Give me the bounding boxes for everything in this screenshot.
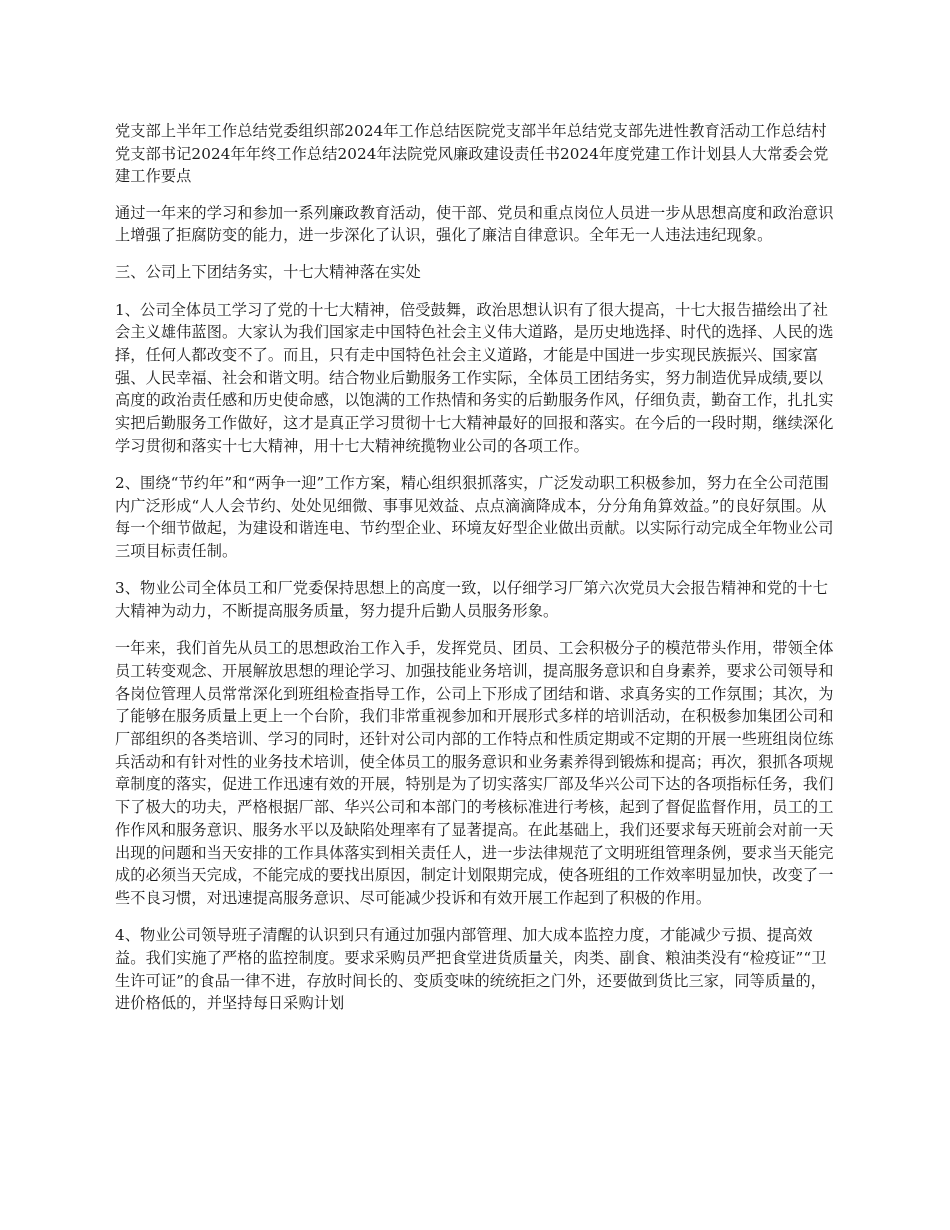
paragraph-4: 3、物业公司全体员工和厂党委保持思想上的高度一致，以仔细学习厂第六次党员大会报告精神和党的十七大精神为动力，不断提高服务质量，努力提升后勤人员服务形象。 [115,579,828,621]
document-title: 党支部上半年工作总结党委组织部2024年工作总结医院党支部半年总结党支部先进性教育活动工作总结村党支部书记2024年年终工作总结2024年法院党风廉政建设责任书2024年度党建工作计划县人大常委会党建工作要点 [115,122,829,185]
document-page [115,120,837,1030]
paragraph-1: 通过一年来的学习和参加一系列廉政教育活动，使干部、党员和重点岗位人员进一步从思想高度和政治意识上增强了拒腐防变的能力，进一步深化了认识，强化了廉洁自律意识。全年无一人违法违纪现象。 [115,203,834,245]
paragraph-2: 1、公司全体员工学习了党的十七大精神，倍受鼓舞，政治思想认识有了很大提高，十七大报告描绘出了社会主义雄伟蓝图。大家认为我们国家走中国特色社会主义伟大道路，是历史地选择、时代的选择、人民的选择，任何人都改变不了。而且，只有走中国特色社会主义道路，才能是中国进一步实现民族振兴、国家富强、人民幸福、社会和谐文明。结合物业后勤服务工作实际，全体员工团结务实，努力制造优异成绩,要以高度的政治责任感和历史使命感，以饱满的工作热情和务实的后勤服务作风，仔细负责，勤奋工作，扎扎实实把后勤服务工作做好，这才是真正学习贯彻十七大精神最好的回报和落实。在今后的一段时期，继续深化学习贯彻和落实十七大精神，用十七大精神统揽物业公司的各项工作。 [115,300,834,455]
paragraph-3: 2、围绕“节约年”和“两争一迎”工作方案，精心组织狠抓落实，广泛发动职工积极参加，努力在全公司范围内广泛形成“人人会节约、处处见细微、事事见效益、点点滴滴降成本，分分角角算效益。”的良好氛围。从每一个细节做起，为建设和谐连电、节约型企业、环境友好型企业做出贡献。以实际行动完成全年物业公司三项目标责任制。 [115,474,834,561]
paragraph-5: 一年来，我们首先从员工的思想政治工作入手，发挥党员、团员、工会积极分子的模范带头作用，带领全体员工转变观念、开展解放思想的理论学习、加强技能业务培训，提高服务意识和自身素养，要求公司领导和各岗位管理人员常常深化到班组检查指导工作，公司上下形成了团结和谐、求真务实的工作氛围；其次，为了能够在服务质量上更上一个台阶，我们非常重视参加和开展形式多样的培训活动，在积极参加集团公司和厂部组织的各类培训、学习的同时，还针对公司内部的工作特点和性质定期或不定期的开展一些班组岗位练兵活动和有针对性的业务技术培训，使全体员工的服务意识和业务素养得到锻炼和提高；再次，狠抓各项规章制度的落实，促进工作迅速有效的开展，特别是为了切实落实厂部及华兴公司下达的各项指标任务，我们下了极大的功夫，严格根据厂部、华兴公司和本部门的考核标准进行考核，起到了督促监督作用，员工的工作作风和服务意识、服务水平以及缺陷处理率有了显著提高。在此基础上，我们还要求每天班前会对前一天出现的问题和当天安排的工作具体落实到相关责任人，进一步法律规范了文明班组管理条例，要求当天能完成的必须当天完成，不能完成的要找出原因，制定计划限期完成，使各班组的工作效率明显加快，改变了一些不良习惯，对迅速提高服务意识、尽可能减少投诉和有效开展工作起到了积极的作用。 [115,639,834,907]
section-heading: 三、公司上下团结务实，十七大精神落在实处 [115,263,421,282]
paragraph-6: 4、物业公司领导班子清醒的认识到只有通过加强内部管理、加大成本监控力度，才能减少亏损、提高效益。我们实施了严格的监控制度。要求采购员严把食堂进货质量关，肉类、副食、粮油类没有“检疫证”“卫生许可证”的食品一律不进，存放时间长的、变质变味的统统拒之门外，还要做到货比三家，同等质量的，进价格低的，并坚持每日采购计划 [115,926,827,1013]
